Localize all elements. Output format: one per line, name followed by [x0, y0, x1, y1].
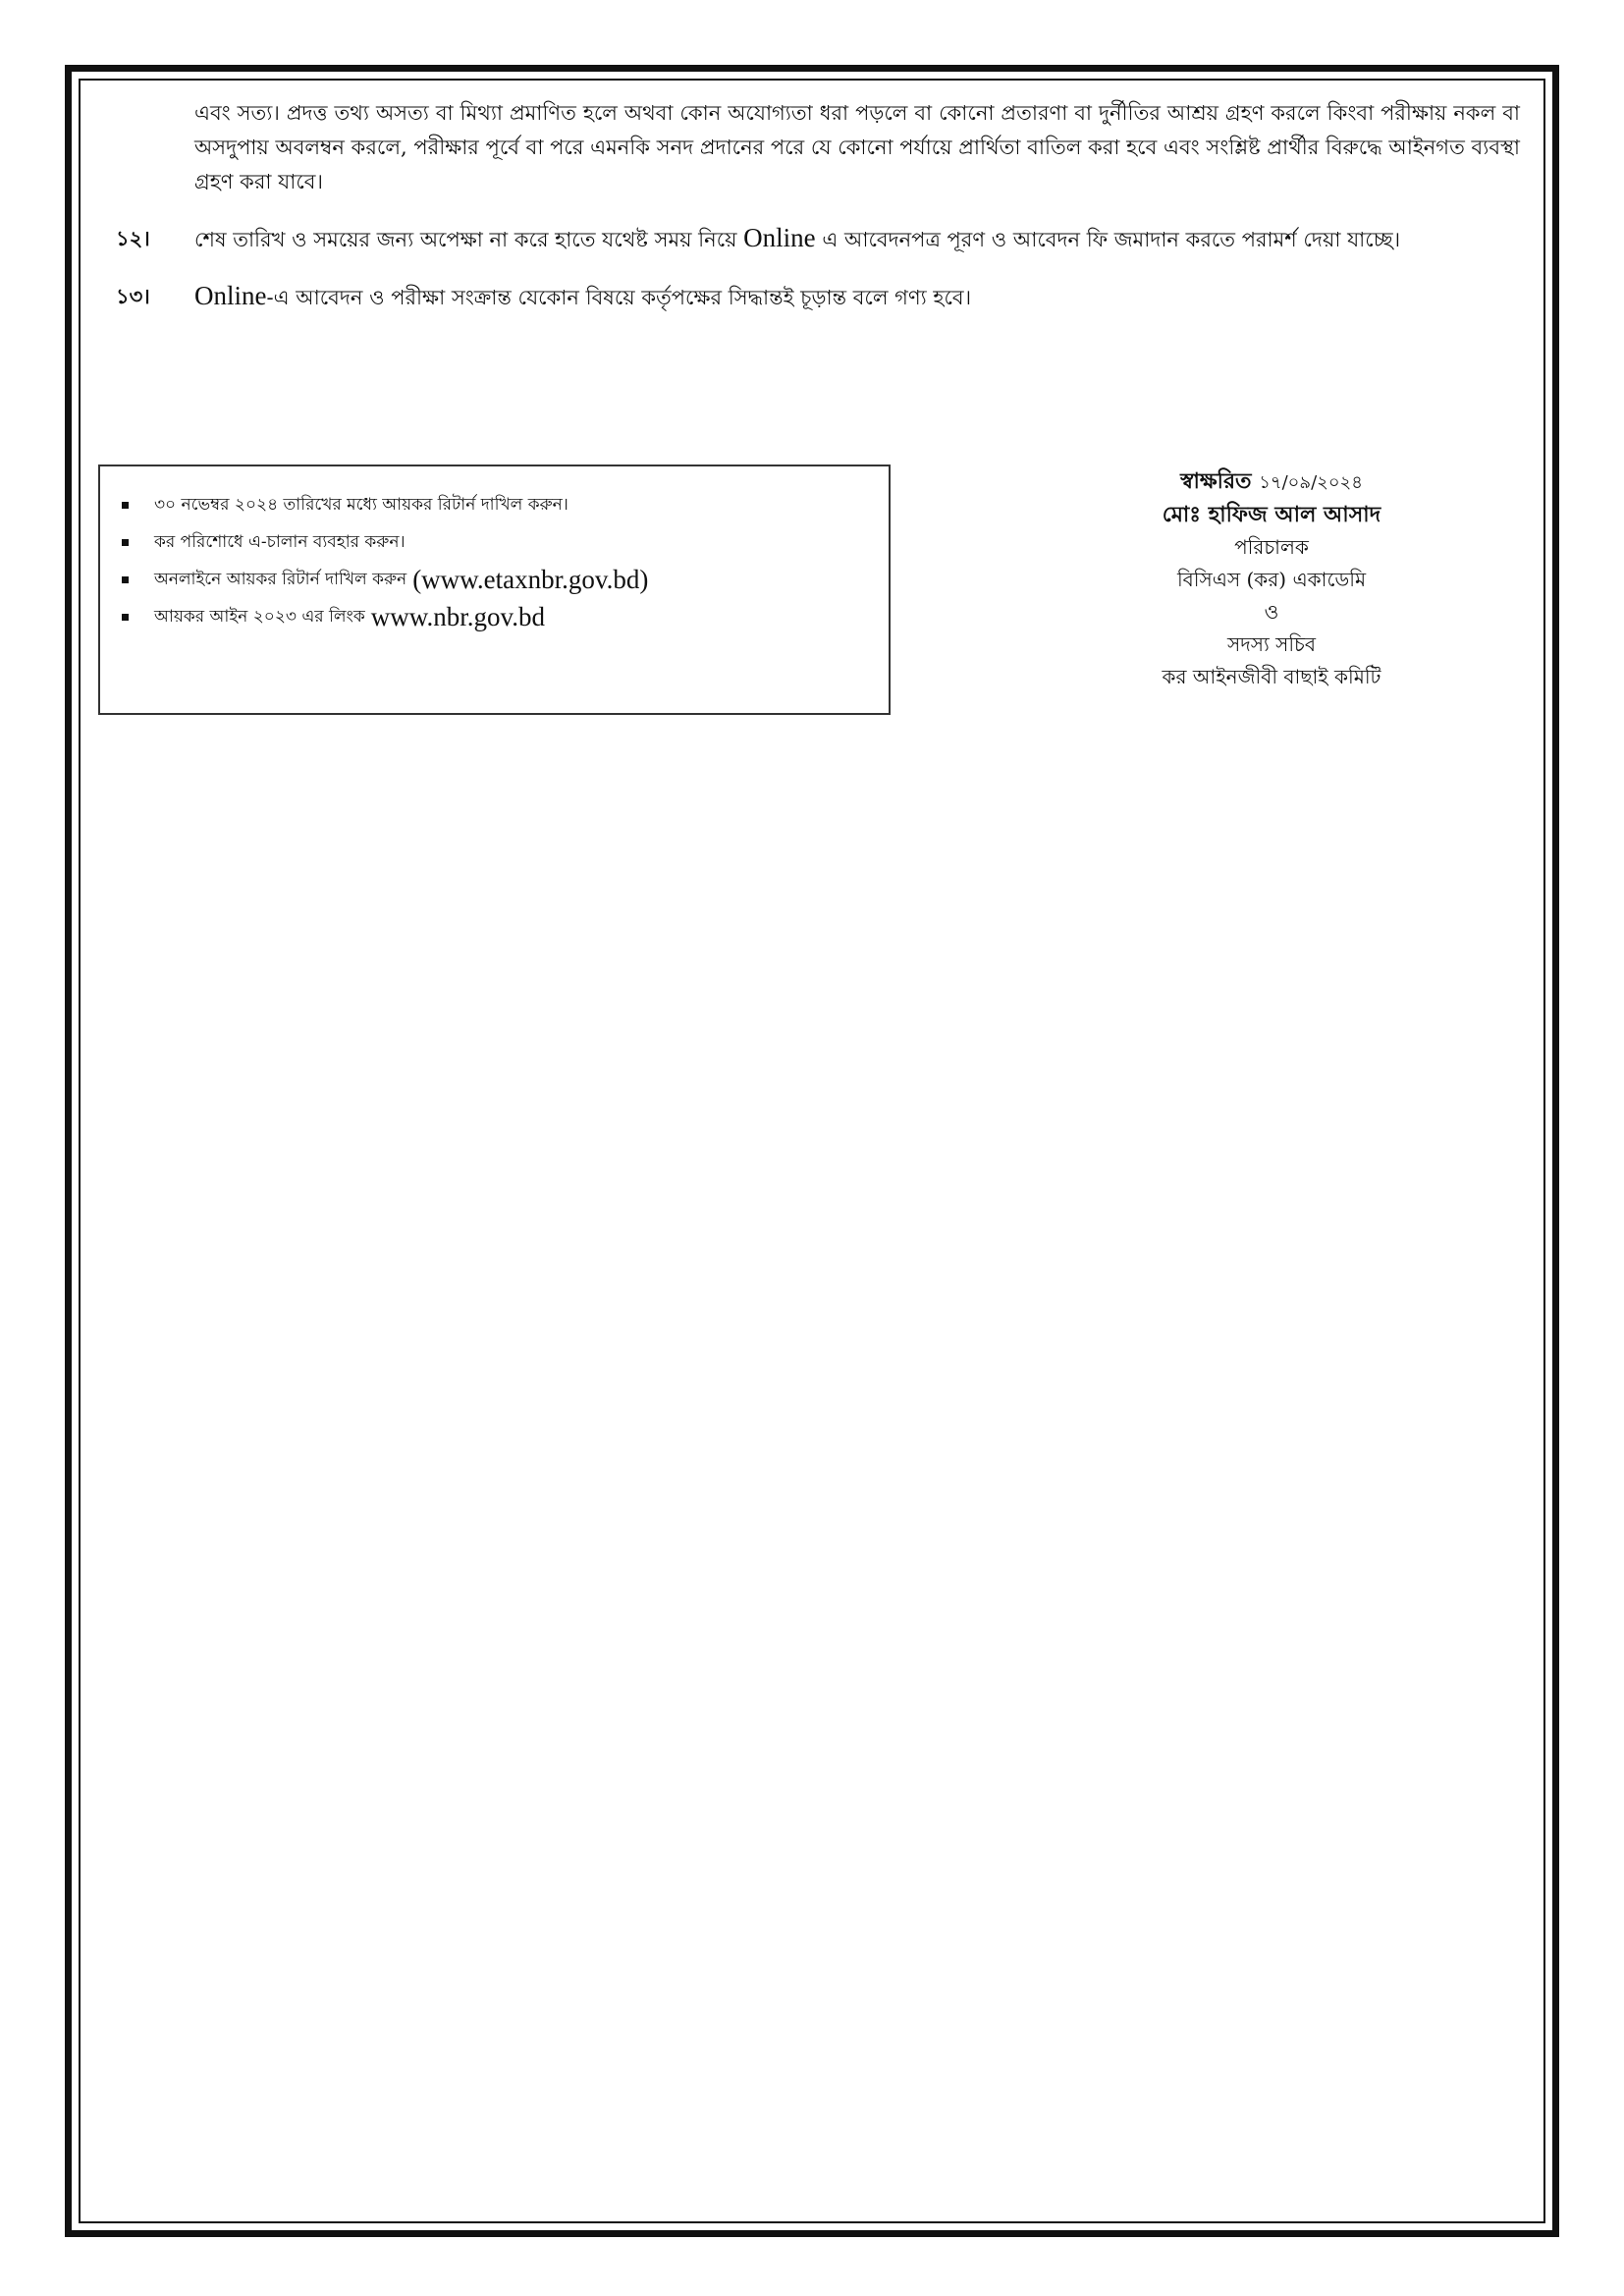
- tax-notice-box: [98, 465, 891, 715]
- notice-item: [122, 531, 889, 553]
- notice-text: অনলাইনে আয়কর রিটার্ন দাখিল করুন: [154, 570, 407, 589]
- signed-label: স্বাক্ষরিত: [1180, 468, 1252, 494]
- square-bullet-icon: [122, 614, 129, 621]
- item-number: ১২।: [116, 226, 150, 250]
- signatory-conjunction: ও: [1264, 600, 1279, 624]
- signatory-name: মোঃ হাফিজ আল আসাদ: [1162, 502, 1381, 527]
- item-text-online: Online: [743, 223, 816, 252]
- notice-list: [122, 494, 889, 631]
- item-text-before: শেষ তারিখ ও সময়ের জন্য অপেক্ষা না করে হাতে যথেষ্ট সময় নিয়ে: [194, 228, 744, 251]
- notice-item: [122, 565, 889, 594]
- signed-line: [1090, 465, 1453, 499]
- etax-url-link[interactable]: (www.etaxnbr.gov.bd): [412, 565, 649, 594]
- signature-block: [1090, 465, 1453, 693]
- signatory-role: সদস্য সচিব: [1227, 632, 1316, 656]
- continuation-paragraph: এবং সত্য। প্রদত্ত তথ্য অসত্য বা মিথ্যা প্রমাণিত হলে অথবা কোন অযোগ্যতা ধরা পড়লে বা কোনো প্রতারণা বা দুর্নীতির আশ্রয় গ্রহণ করলে কিংবা পরীক্ষায় নকল বা অসদুপায় অবলম্বন করলে, পরীক্ষার পূর্বে বা পরে এমনকি সনদ প্রদানের পরে যে কোনো পর্যায়ে প্রার্থিতা বাতিল করা হবে এবং সংশ্লিষ্ট প্রার্থীর বিরুদ্ধে আইনগত ব্যবস্থা গ্রহণ করা যাবে।: [194, 101, 1520, 193]
- item-12: [116, 221, 1530, 257]
- item-text-after: এ আবেদনপত্র পূরণ ও আবেদন ফি জমাদান করতে পরামর্শ দেয়া যাচ্ছে।: [815, 228, 1401, 251]
- notice-item: [122, 494, 889, 516]
- square-bullet-icon: [122, 502, 129, 509]
- item-13: [116, 279, 1530, 315]
- signatory-committee: কর আইনজীবী বাছাই কমিটি: [1162, 665, 1381, 688]
- notice-text: কর পরিশোধে এ-চালান ব্যবহার করুন।: [154, 532, 406, 552]
- item-text: [194, 279, 1520, 315]
- notice-text: আয়কর আইন ২০২৩ এর লিংক: [154, 607, 365, 627]
- signed-date: ১৭/০৯/২০২৪: [1259, 472, 1363, 493]
- item-text-after: -এ আবেদন ও পরীক্ষা সংক্রান্ত যেকোন বিষয়ে কর্তৃপক্ষের সিদ্ধান্তই চূড়ান্ত বলে গণ্য হবে।: [266, 286, 972, 309]
- document-body: [116, 96, 1530, 315]
- notice-item: [122, 602, 889, 631]
- nbr-url-link[interactable]: www.nbr.gov.bd: [370, 602, 546, 631]
- item-number: ১৩।: [116, 284, 150, 308]
- notice-text: ৩০ নভেম্বর ২০২৪ তারিখের মধ্যে আয়কর রিটার্ন দাখিল করুন।: [154, 495, 568, 515]
- item-text: [194, 221, 1520, 257]
- square-bullet-icon: [122, 576, 129, 583]
- signatory-office: বিসিএস (কর) একাডেমি: [1176, 568, 1367, 591]
- item-text-online: Online: [194, 281, 267, 310]
- signatory-designation: পরিচালক: [1234, 535, 1309, 559]
- square-bullet-icon: [122, 539, 129, 546]
- page-border-inner: [79, 79, 1545, 2223]
